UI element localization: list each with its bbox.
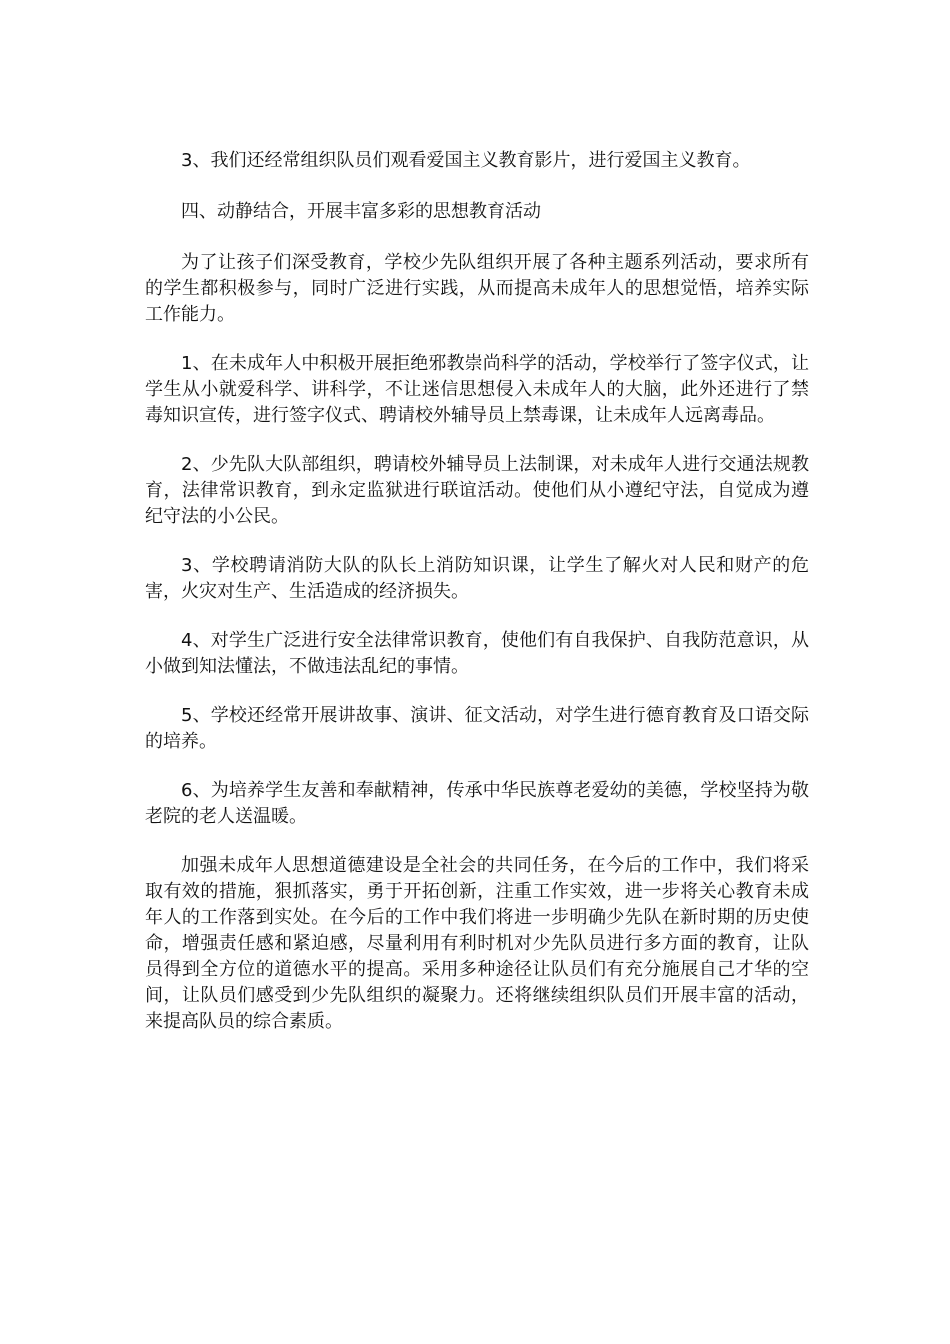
paragraph-conclusion: 加强未成年人思想道德建设是全社会的共同任务，在今后的工作中，我们将采取有效的措施，狠抓落实，勇于开拓创新，注重工作实效，进一步将关心教育未成年人的工作落到实处。在今后的工作中我们将进一步明确少先队在新时期的历史使命，增强责任感和紧迫感，尽量利用有利时机对少先队员进行多方面的教育，让队员得到全方位的道德水平的提高。采用多种途径让队员们有充分施展自己才华的空间，让队员们感受到少先队组织的凝聚力。还将继续组织队员们开展丰富的活动，来提高队员的综合素质。 — [145, 855, 809, 1032]
document-page — [145, 148, 809, 1058]
paragraph-item-6-elderly: 6、为培养学生友善和奉献精神，传承中华民族尊老爱幼的美德，学校坚持为敬老院的老人送温暖。 — [145, 780, 809, 827]
paragraph-item-5-storytelling: 5、学校还经常开展讲故事、演讲、征文活动，对学生进行德育教育及口语交际的培养。 — [145, 705, 809, 752]
paragraph-item-3-fire-safety: 3、学校聘请消防大队的队长上消防知识课，让学生了解火对人民和财产的危害，火灾对生产、生活造成的经济损失。 — [145, 555, 809, 602]
paragraph-intro-activities: 为了让孩子们深受教育，学校少先队组织开展了各种主题系列活动，要求所有的学生都积极参与，同时广泛进行实践，从而提高未成年人的思想觉悟，培养实际工作能力。 — [145, 252, 809, 325]
paragraph-item-4-safety-law: 4、对学生广泛进行安全法律常识教育，使他们有自我保护、自我防范意识，从小做到知法懂法，不做违法乱纪的事情。 — [145, 630, 809, 677]
paragraph-patriotic-films: 3、我们还经常组织队员们观看爱国主义教育影片，进行爱国主义教育。 — [181, 150, 751, 171]
paragraph-item-2-law: 2、少先队大队部组织，聘请校外辅导员上法制课，对未成年人进行交通法规教育，法律常识教育，到永定监狱进行联谊活动。使他们从小遵纪守法，自觉成为遵纪守法的小公民。 — [145, 454, 809, 527]
paragraph-item-1-science: 1、在未成年人中积极开展拒绝邪教崇尚科学的活动，学校举行了签字仪式，让学生从小就爱科学、讲科学，不让迷信思想侵入未成年人的大脑，此外还进行了禁毒知识宣传，进行签字仪式、聘请校外辅导员上禁毒课，让未成年人远离毒品。 — [145, 353, 809, 426]
section-heading-activities: 四、动静结合，开展丰富多彩的思想教育活动 — [181, 201, 541, 222]
